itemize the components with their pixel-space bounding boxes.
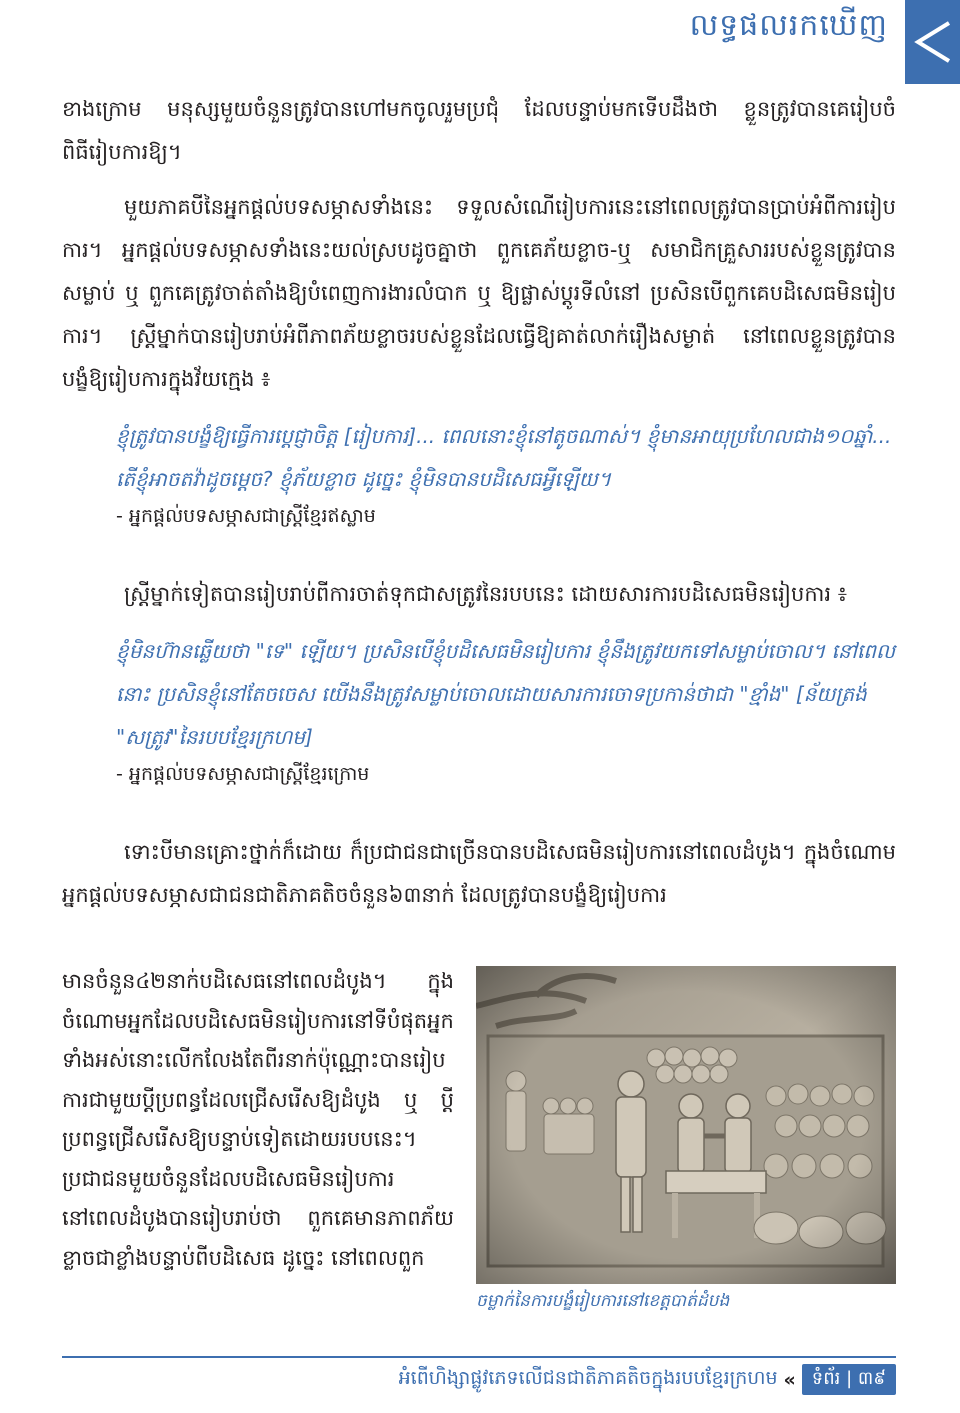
quote-1: ខ្ញុំត្រូវបានបង្ខំឱ្យធ្វើការប្តេជ្ញាចិត្ត [រៀបការ]... ពេលនោះខ្ញុំនៅតូចណាស់។ ខ្ញុំមានអាយុប្រហែលជាង១០ឆ្នាំ... តើខ្ញុំអាចតវ៉ាដូចម្តេច? ខ្ញុំភ័យខ្លាច ដូច្នេះ ខ្ញុំមិនបានបដិសេធអ្វីឡើយ។ <box>116 424 892 491</box>
header-tab <box>905 0 960 84</box>
main-content <box>62 88 896 917</box>
quote-2: ខ្ញុំមិនហ៊ានឆ្លើយថា "ទេ" ឡើយ។ ប្រសិនបើខ្ញុំបដិសេធមិនរៀបការ ខ្ញុំនឹងត្រូវយកទៅសម្លាប់ចោល។ នៅពេលនោះ ប្រសិនខ្ញុំនៅតែចចេស យើងនឹងត្រូវសម្លាប់ចោលដោយសារការចោទប្រកាន់ថាជា "ខ្មាំង" [ន័យត្រង់ "សត្រូវ"នៃរបបខ្មែរក្រហម] <box>116 639 895 749</box>
page-number-badge: ទំព័រ | ៣៩ <box>802 1364 896 1395</box>
footer-rule <box>62 1356 896 1358</box>
relief-carving-image <box>476 966 896 1284</box>
paragraph-2: មួយភាគបីនៃអ្នកផ្តល់បទសម្ភាសទាំងនេះ ទទួលសំណើរៀបការនេះនៅពេលត្រូវបានប្រាប់អំពីការរៀបការ។ អ្នកផ្តល់បទសម្ភាសទាំងនេះយល់ស្របដូចគ្នាថា ពួកគេភ័យខ្លាច-ឬ សមាជិកគ្រួសាររបស់ខ្លួនត្រូវបានសម្លាប់ ឬ ពួកគេត្រូវចាត់តាំងឱ្យបំពេញការងារលំបាក ឬ ឱ្យផ្លាស់ប្តូរទីលំនៅ ប្រសិនបើពួកគេបដិសេធមិនរៀបការ។ ស្ត្រីម្នាក់បានរៀបរាប់អំពីភាពភ័យខ្លាចរបស់ខ្លួនដែលធ្វើឱ្យគាត់លាក់រឿងសម្ងាត់ នៅពេលខ្លួនត្រូវបានបង្ខំឱ្យរៀបការក្នុងវ័យក្មេង ៖ <box>62 195 896 391</box>
figure-caption: ចម្លាក់នៃការបង្ខំរៀបការនៅខេត្តបាត់ដំបង <box>476 1291 730 1311</box>
paragraph-5: មានចំនួន៤២នាក់បដិសេធនៅពេលដំបូង។ ក្នុងចំណោមអ្នកដែលបដិសេធមិនរៀបការនៅទីបំផុតអ្នកទាំងអស់នោះលើកលែងតែពីរនាក់ប៉ុណ្ណោះបានរៀបការជាមួយប្តីប្រពន្ធដែលជ្រើសរើសឱ្យដំបូង ឬ ប្តីប្រពន្ធជ្រើសរើសឱ្យបន្ទាប់ទៀតដោយរបបនេះ។ ប្រជាជនមួយចំនួនដែលបដិសេធមិនរៀបការនៅពេលដំបូងបានរៀបរាប់ថា ពួកគេមានភាពភ័យខ្លាចជាខ្លាំងបន្ទាប់ពីបដិសេធ ដូច្នេះ នៅពេលពួក <box>62 969 454 1270</box>
double-chevron-left-icon: « <box>783 1368 796 1391</box>
footer-title: អំពើហិង្សាផ្លូវភេទលើជនជាតិភាគតិចក្នុងរបបខ្មែរក្រហម <box>398 1366 778 1389</box>
paragraph-1: ខាងក្រោម មនុស្សមួយចំនួនត្រូវបានហៅមកចូលរួមប្រជុំ ដែលបន្ទាប់មកទើបដឹងថា ខ្លួនត្រូវបានគេរៀបចំពិធីរៀបការឱ្យ។ <box>62 97 896 164</box>
paragraph-4: ទោះបីមានគ្រោះថ្នាក់ក៏ដោយ ក៏ប្រជាជនជាច្រើនបានបដិសេធមិនរៀបការនៅពេលដំបូង។ ក្នុងចំណោមអ្នកផ្តល់បទសម្ភាសជាជនជាតិភាគតិចចំនួន៦៣នាក់ ដែលត្រូវបានបង្ខំឱ្យរៀបការ <box>62 840 896 907</box>
quote-1-attribution: - អ្នកផ្តល់បទសម្ភាសជាស្ត្រីខ្មែរឥស្លាម <box>116 505 376 527</box>
footer <box>399 1364 896 1395</box>
chevron-left-icon <box>913 19 953 65</box>
section-title: លទ្ធផលរកឃើញ <box>689 8 888 43</box>
relief-photo <box>476 966 896 1284</box>
quote-2-attribution: - អ្នកផ្តល់បទសម្ភាសជាស្ត្រីខ្មែរក្រោម <box>116 763 370 785</box>
paragraph-3: ស្ត្រីម្នាក់ទៀតបានរៀបរាប់ពីការចាត់ទុកជាសត្រូវនៃរបបនេះ ដោយសារការបដិសេធមិនរៀបការ ៖ <box>124 582 847 606</box>
